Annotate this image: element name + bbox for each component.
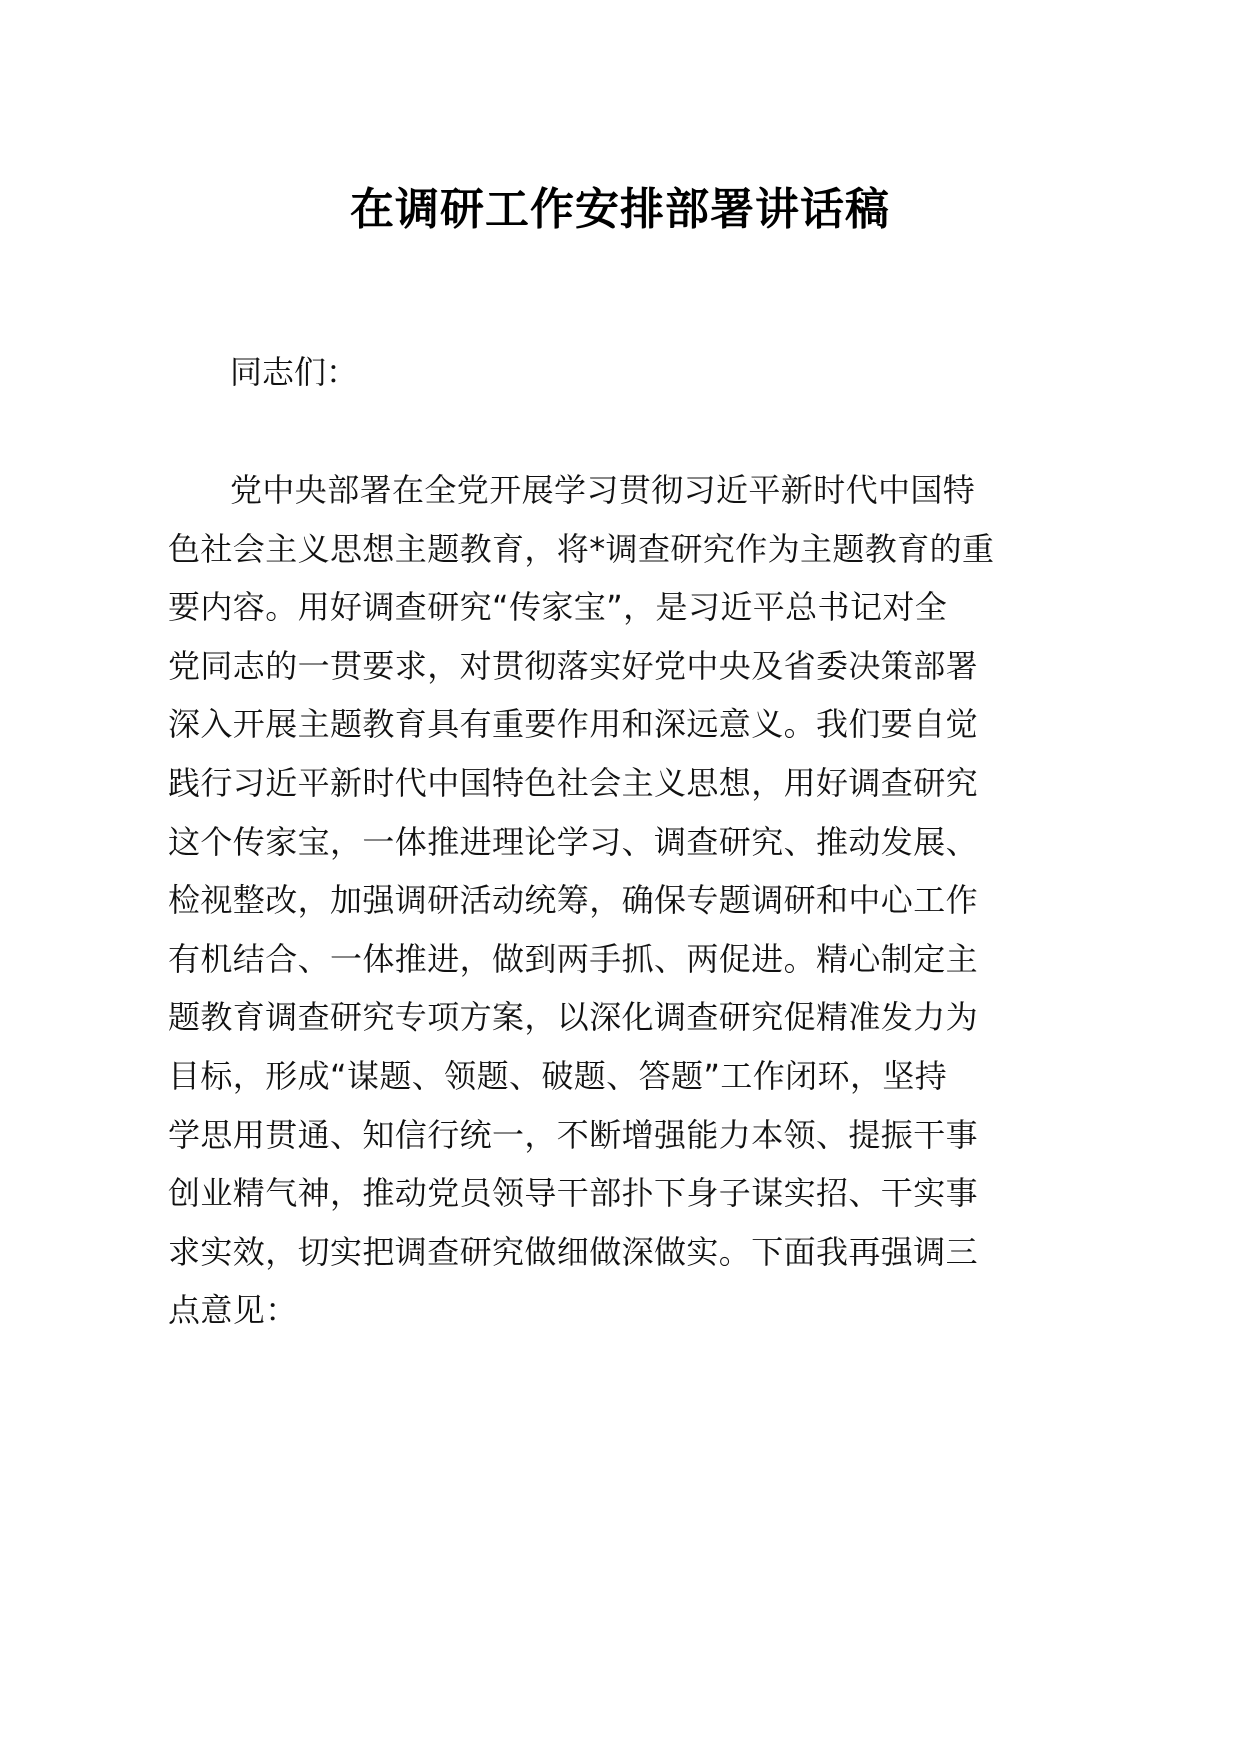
paragraph-line: 这个传家宝，一体推进理论学习、调查研究、推动发展、 xyxy=(168,822,979,861)
paragraph-line: 学思用贯通、知信行统一，不断增强能力本领、提振干事 xyxy=(168,1115,979,1154)
paragraph-line: 党同志的一贯要求，对贯彻落实好党中央及省委决策部署 xyxy=(168,646,979,685)
paragraph-line: 党中央部署在全党开展学习贯彻习近平新时代中国特 xyxy=(230,471,976,509)
paragraph-line: 题教育调查研究专项方案，以深化调查研究促精准发力为 xyxy=(168,998,979,1037)
paragraph-line: 有机结合、一体推进，做到两手抓、两促进。精心制定主 xyxy=(168,939,979,978)
document-title: 在调研工作安排部署讲话稿 xyxy=(350,184,890,235)
paragraph-line: 要内容。用好调查研究“传家宝”，是习近平总书记对全 xyxy=(168,588,948,627)
paragraph-line: 目标，形成“谋题、领题、破题、答题”工作闭环，坚持 xyxy=(168,1056,948,1095)
paragraph-line: 求实效，切实把调查研究做细做深做实。下面我再强调三 xyxy=(168,1232,979,1271)
paragraph-line: 检视整改，加强调研活动统筹，确保专题调研和中心工作 xyxy=(168,881,979,920)
paragraph-line: 创业精气神，推动党员领导干部扑下身子谋实招、干实事 xyxy=(168,1174,979,1213)
paragraph-line: 深入开展主题教育具有重要作用和深远意义。我们要自觉 xyxy=(168,705,979,744)
paragraph-line: 色社会主义思想主题教育，将*调查研究作为主题教育的重 xyxy=(168,529,995,568)
paragraph-1 xyxy=(168,461,995,1340)
salutation: 同志们： xyxy=(230,353,359,391)
paragraph-line: 践行习近平新时代中国特色社会主义思想，用好调查研究 xyxy=(168,763,979,802)
paragraph-line: 点意见： xyxy=(168,1291,298,1330)
